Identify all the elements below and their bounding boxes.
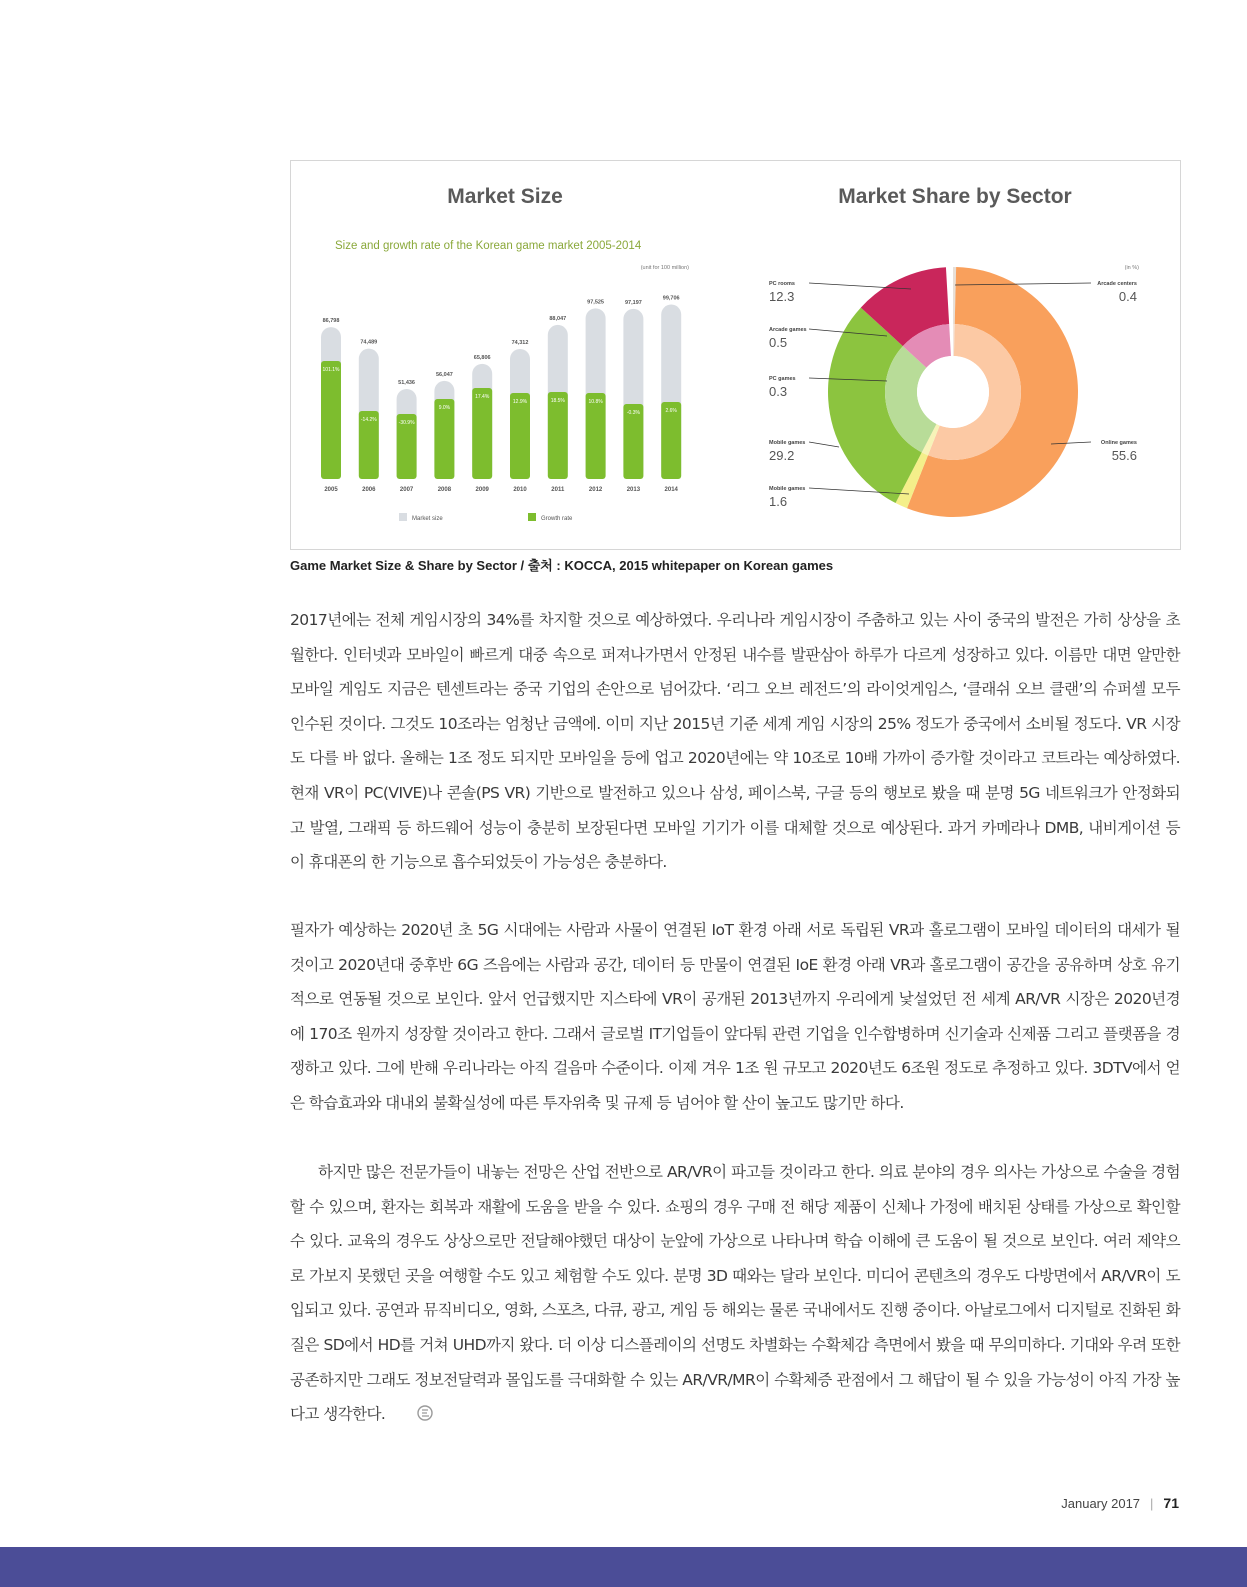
growth-rate-bar <box>472 388 492 479</box>
paragraph-3-text: 하지만 많은 전문가들이 내놓는 전망은 산업 전반으로 AR/VR이 파고들 것이라고 한다. 의료 분야의 경우 의사는 가상으로 수술을 경험할 수 있으며, 환자는 회복과 재활에 도움을 받을 수 있다. 쇼핑의 경우 구매 전 해당 제품이 신체나 가정에 배치된 상태를 가상으로 확인할 수 있다. 교육의 경우도 상상으로만 전달해야했던 대상이 눈앞에 가상으로 나타나며 학습 이해에 큰 도움이 될 것으로 보인다. 여러 제약으로 가보지 못했던 곳을 여행할 수도 있고 체험할 수도 있다. 분명 3D 때와는 달라 보인다. 미디어 콘텐츠의 경우도 다방면에서 AR/VR이 도입되고 있다. 공연과 뮤직비디오, 영화, 스포츠, 다큐, 광고, 게임 등 해외는 물론 국내에서도 진행 중이다. 아날로그에서 디지털로 진화된 화질은 SD에서 HD를 거쳐 UHD까지 왔다. 더 이상 디스플레이의 선명도 차별화는 수확체감 측면에서 봤을 때 무의미하다. 기대와 우려 또한 공존하지만 그래도 정보전달력과 몰입도를 극대화할 수 있는 AR/VR/MR이 수확체증 관점에서 그 해답이 될 수 있을 가능성이 아직 가장 높다고 생각한다. <box>290 1163 1180 1424</box>
growth-rate-bar <box>548 392 568 479</box>
growth-rate-label: 101.1% <box>322 367 340 373</box>
figure-caption <box>290 555 833 574</box>
market-size-label: 65,806 <box>473 354 491 361</box>
year-tick-label: 2008 <box>437 487 452 493</box>
bottom-color-band <box>0 1547 1247 1587</box>
legend-market-swatch <box>399 513 407 521</box>
figure-panel <box>290 160 1181 550</box>
legend-growth-label: Growth rate <box>541 516 573 522</box>
year-tick-label: 2007 <box>399 487 414 493</box>
page-footer <box>1061 1495 1179 1511</box>
growth-rate-bar <box>434 399 454 479</box>
growth-rate-label: -0.3% <box>626 410 640 416</box>
donut-left-label-name: Mobile games <box>769 486 806 492</box>
growth-rate-label: 9.0% <box>438 405 451 411</box>
market-size-label: 97,525 <box>587 299 605 306</box>
market-size-label: 51,436 <box>398 379 416 386</box>
donut-left-label-value: 0.5 <box>769 335 788 350</box>
donut-left-label-name: PC games <box>769 376 796 382</box>
donut-left-label-value: 1.6 <box>769 494 788 509</box>
market-size-heading: Market Size <box>447 185 563 208</box>
legend-growth-swatch <box>528 513 536 521</box>
donut-right-label-name: Arcade centers <box>1097 281 1137 287</box>
year-tick-label: 2012 <box>588 487 603 493</box>
paragraph-3 <box>290 1155 1180 1432</box>
year-tick-label: 2013 <box>626 487 641 493</box>
donut-hole <box>917 356 989 428</box>
donut-right-label-name: Online games <box>1100 440 1137 446</box>
year-tick-label: 2010 <box>513 487 527 493</box>
market-share-unit: (in %) <box>1124 265 1139 271</box>
donut-left-label-name: PC rooms <box>769 281 795 287</box>
market-charts-figure <box>291 161 1180 549</box>
donut-left-label-name: Arcade games <box>769 327 807 333</box>
growth-rate-label: 18.5% <box>550 398 565 404</box>
year-tick-label: 2006 <box>362 487 376 493</box>
year-tick-label: 2009 <box>475 487 489 493</box>
caption-prefix: Game Market Size & Share by Sector / 출처 : <box>290 558 565 573</box>
growth-rate-bar <box>586 393 606 479</box>
donut-left-label-name: Mobile games <box>769 440 806 446</box>
end-mark-icon <box>389 1399 407 1415</box>
market-size-unit: (unit for 100 million) <box>640 265 689 271</box>
footer-separator: | <box>1150 1496 1154 1511</box>
donut-left-label-value: 12.3 <box>769 289 795 304</box>
year-tick-label: 2005 <box>324 487 338 493</box>
page-number: 71 <box>1163 1495 1179 1511</box>
bar-chart-area <box>321 296 681 493</box>
donut-leader-line <box>809 442 839 447</box>
market-size-label: 56,047 <box>435 371 453 378</box>
donut-chart-area <box>828 267 1078 517</box>
market-size-label: 74,489 <box>360 339 378 346</box>
market-size-label: 86,798 <box>322 318 340 325</box>
year-tick-label: 2014 <box>664 487 678 493</box>
donut-left-label-value: 0.3 <box>769 384 788 399</box>
legend-market-label: Market size <box>412 516 443 522</box>
donut-right-label-value: 55.6 <box>1111 448 1137 463</box>
caption-source: KOCCA, 2015 whitepaper on Korean games <box>564 558 834 573</box>
growth-rate-label: 17.4% <box>475 394 490 400</box>
market-share-heading: Market Share by Sector <box>838 185 1072 208</box>
market-size-subtitle: Size and growth rate of the Korean game market 2005-2014 <box>335 240 642 252</box>
market-size-label: 99,706 <box>662 295 680 302</box>
year-tick-label: 2011 <box>551 487 565 493</box>
donut-left-label-value: 29.2 <box>769 448 795 463</box>
market-size-label: 88,047 <box>549 315 567 322</box>
paragraph-2: 필자가 예상하는 2020년 초 5G 시대에는 사람과 사물이 연결된 IoT 환경 아래 서로 독립된 VR과 홀로그램이 모바일 데이터의 대세가 될 것이고 2020년대 중후반 6G 즈음에는 사람과 공간, 데이터 등 만물이 연결된 IoE 환경 아래 VR과 홀로그램이 공간을 공유하며 상호 유기적으로 연동될 것으로 보인다. 앞서 언급했지만 지스타에 VR이 공개된 2013년까지 우리에게 낯설었던 전 세계 AR/VR 시장은 2020년경에 170조 원까지 성장할 것이라고 한다. 그래서 글로벌 IT기업들이 앞다퉈 관련 기업을 인수합병하며 신기술과 신제품 그리고 플랫폼을 경쟁하고 있다. 그에 반해 우리나라는 아직 걸음마 수준이다. 이제 겨우 1조 원 규모고 2020년도 6조원 정도로 추정하고 있다. 3DTV에서 얻은 학습효과와 대내외 불확실성에 따른 투자위축 및 규제 등 넘어야 할 산이 높고도 많기만 하다. <box>290 921 1180 1112</box>
issue-date: January 2017 <box>1061 1496 1141 1511</box>
paragraph-1: 2017년에는 전체 게임시장의 34%를 차지할 것으로 예상하였다. 우리나라 게임시장이 주춤하고 있는 사이 중국의 발전은 가히 상상을 초월한다. 인터넷과 모바일이 빠르게 대중 속으로 퍼져나가면서 안정된 내수를 발판삼아 하루가 다르게 성장하고 있다. 이름만 대면 알만한 모바일 게임도 지금은 텐센트라는 중국 기업의 손안으로 넘어갔다. ‘리그 오브 레전드’의 라이엇게임스, ‘클래쉬 오브 클랜’의 슈퍼셀 모두 인수된 것이다. 그것도 10조라는 엄청난 금액에. 이미 지난 2015년 기준 세계 게임 시장의 25% 정도가 중국에서 소비될 정도다. VR 시장도 다를 바 없다. 올해는 1조 정도 되지만 모바일을 등에 업고 2020년에는 약 10조로 10배 가까이 증가할 것이라고 코트라는 예상하였다. 현재 VR이 PC(VIVE)나 콘솔(PS VR) 기반으로 발전하고 있으나 삼성, 페이스북, 구글 등의 행보로 봤을 때 분명 5G 네트워크가 안정화되고 발열, 그래픽 등 하드웨어 성능이 충분히 보장된다면 모바일 기기가 이를 대체할 것으로 예상된다. 과거 카메라나 DMB, 내비게이션 등이 휴대폰의 한 기능으로 흡수되었듯이 가능성은 충분하다. <box>290 611 1180 872</box>
growth-rate-label: -30.9% <box>398 420 415 426</box>
market-size-label: 97,197 <box>624 299 642 306</box>
growth-rate-label: 10.8% <box>588 399 603 405</box>
growth-rate-label: 12.9% <box>512 399 528 405</box>
market-size-label: 74,312 <box>511 339 529 346</box>
growth-rate-bar <box>510 393 530 479</box>
growth-rate-label: -14.2% <box>360 417 377 423</box>
growth-rate-bar <box>321 361 341 479</box>
donut-right-label-value: 0.4 <box>1118 289 1137 304</box>
growth-rate-label: 2.6% <box>665 408 677 414</box>
